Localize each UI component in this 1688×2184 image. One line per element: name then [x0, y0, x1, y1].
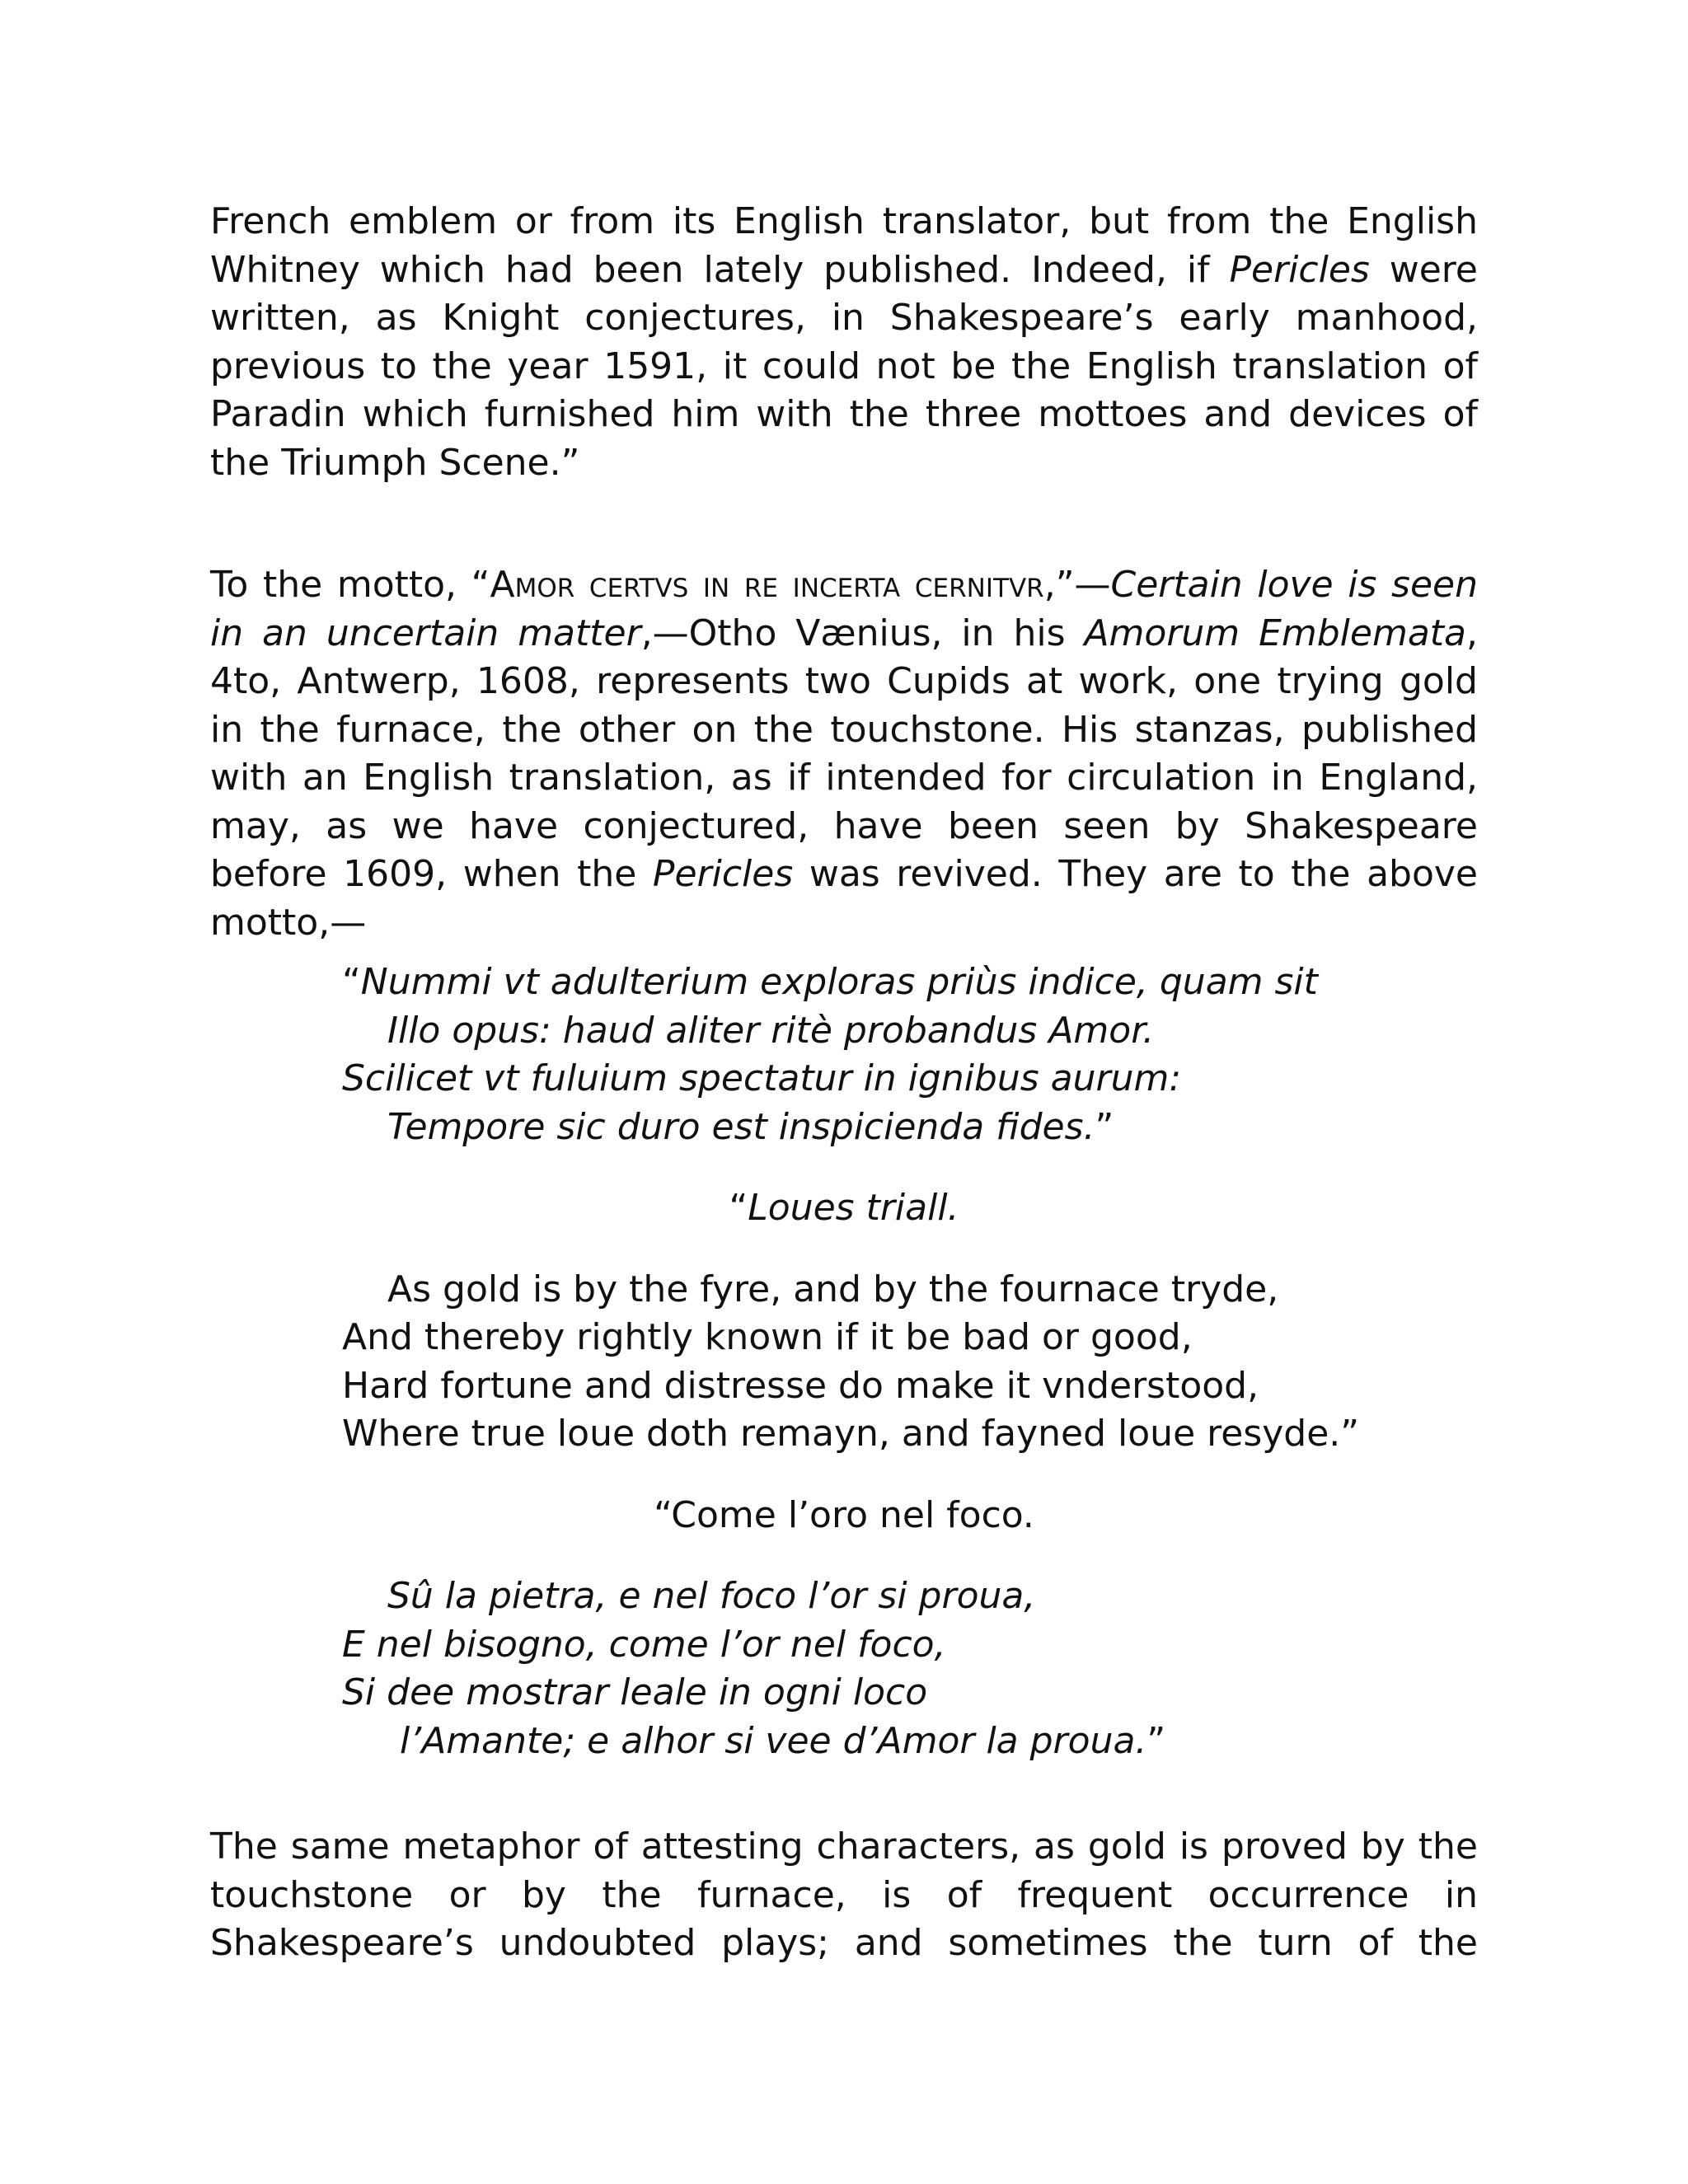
- english-verse: [342, 1266, 1478, 1459]
- paragraph-3: The same metaphor of attesting characters, as gold is proved by the touchstone or by the furnace, is of frequent occurrence in Shakespeare’s undoubted plays; and sometimes the turn of the: [210, 1825, 1478, 1964]
- italian-line-3: Si dee mostrar leale in ogni loco: [342, 1671, 928, 1713]
- page: [210, 198, 1478, 1968]
- paragraph-2-text-b: ,—Otho Vænius, in his: [640, 612, 1085, 654]
- section-gap: [210, 1765, 1478, 1823]
- paragraph-1-text-b: were written, as Knight conjectures, in Shakespeare’s early manhood, previous to the year 1591, it could not be the English translation of Paradin which furnished him with the three mottoes and devices of the Triumph Scene.”: [210, 248, 1478, 484]
- paragraph-2: [210, 561, 1478, 947]
- italian-line-1: Sû la pietra, e nel foco l’or si proua,: [387, 1575, 1036, 1617]
- verse-gap: [210, 947, 1478, 958]
- italian-line-4: l’Amante; e alhor si vee d’Amor la proua.: [400, 1719, 1147, 1762]
- paragraph-2-text-a: To the motto, “: [210, 564, 490, 606]
- paragraph-2-text-c: , 4to, Antwerp, 1608, represents two Cupids at work, one trying gold in the furnace, the other on the touchstone. His stanzas, published with an English translation, as if intended for circulation in England, may, as we have conjectured, have been seen by Shakespeare before 1609, when the: [210, 612, 1479, 895]
- latin-verse-line: [342, 1104, 1478, 1152]
- latin-motto: Amor certvs in re incerta cernitvr: [490, 564, 1044, 606]
- close-quote: ”: [1146, 1719, 1166, 1762]
- pericles-title: Pericles: [652, 853, 794, 895]
- open-quote: “: [342, 961, 361, 1003]
- verse-gap: [210, 1151, 1478, 1184]
- english-line-2: And thereby rightly known if it be bad or good,: [342, 1316, 1193, 1358]
- book-title: Amorum Emblemata: [1084, 612, 1467, 654]
- open-quote: “: [729, 1187, 748, 1229]
- english-line-4: Where true loue doth remayn, and fayned loue resyde.”: [342, 1413, 1360, 1455]
- english-heading: [210, 1184, 1478, 1233]
- verse-gap: [210, 1540, 1478, 1572]
- paragraph-1-text-a: French emblem or from its English translator, but from the English Whitney which had been lately published. Indeed, if: [210, 200, 1478, 291]
- loues-triall-heading: Loues triall.: [748, 1187, 959, 1229]
- latin-verse: [342, 958, 1478, 1151]
- italian-verse-line: [342, 1669, 1478, 1718]
- verse-gap: [210, 1459, 1478, 1492]
- english-line-3: Hard fortune and distresse do make it vnderstood,: [342, 1364, 1259, 1407]
- latin-line-4: Tempore sic duro est inspicienda fides.: [387, 1105, 1095, 1148]
- latin-verse-line: [342, 1055, 1478, 1104]
- italian-verse-line: [342, 1621, 1478, 1670]
- english-line-1: As gold is by the fyre, and by the fournace tryde,: [387, 1268, 1279, 1310]
- italian-heading: “Come l’oro nel foco.: [654, 1493, 1034, 1536]
- italian-verse-line: [342, 1572, 1478, 1621]
- italian-verse: [342, 1572, 1478, 1765]
- latin-line-3: Scilicet vt fuluium spectatur in ignibus aurum:: [342, 1057, 1182, 1099]
- motto-translation: Certain love is seen in an uncertain matter: [210, 564, 1479, 654]
- latin-line-1: Nummi vt adulterium exploras priùs indice, quam sit: [360, 961, 1318, 1003]
- latin-line-2: Illo opus: haud aliter ritè probandus Amor.: [387, 1009, 1155, 1052]
- latin-verse-line: [342, 1007, 1478, 1056]
- pericles-title: Pericles: [1229, 248, 1370, 291]
- verse-gap: [210, 1233, 1478, 1266]
- italian-verse-line: [342, 1718, 1478, 1766]
- paragraph-1: [210, 198, 1478, 487]
- italian-line-2: E nel bisogno, come l’or nel foco,: [342, 1623, 946, 1666]
- section-gap: [210, 487, 1478, 561]
- paragraph-2-text-d: was revived. They are to the above motto,—: [210, 853, 1478, 944]
- paragraph-2-punct: ,”—: [1043, 564, 1111, 606]
- close-quote: ”: [1095, 1105, 1114, 1148]
- latin-verse-line: [342, 958, 1478, 1007]
